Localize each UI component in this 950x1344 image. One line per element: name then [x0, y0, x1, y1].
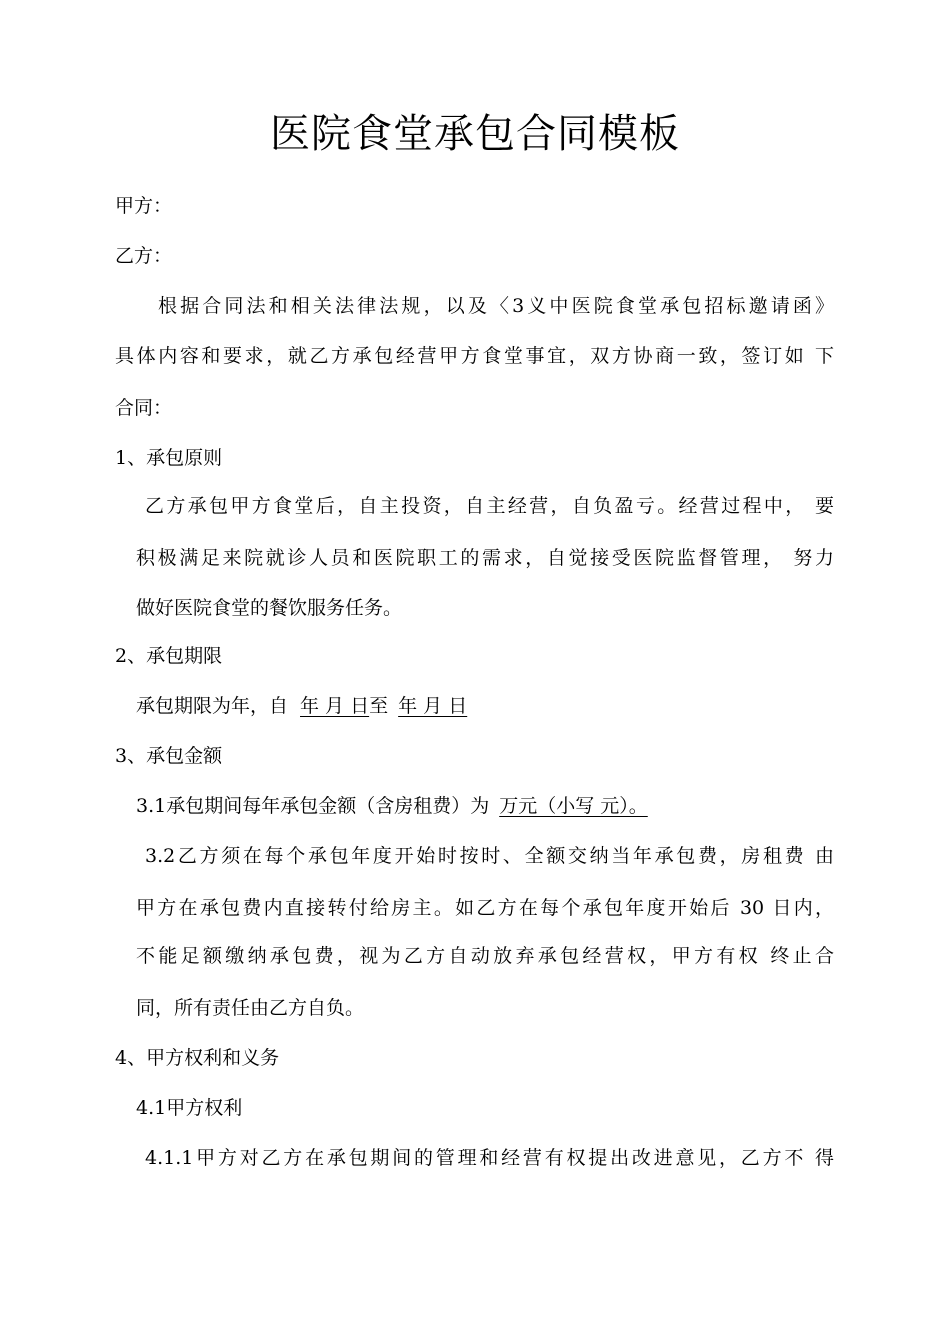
term-prefix: 承包期限为年，自	[136, 695, 289, 717]
section-1-heading: 1、承包原则	[115, 447, 223, 469]
section-4-heading: 4、甲方权利和义务	[115, 1047, 280, 1069]
section-3-heading: 3、承包金额	[115, 745, 223, 767]
item-3-2-line-4: 同，所有责任由乙方自负。	[136, 997, 365, 1019]
item-3-1-text: 3.1承包期间每年承包金额（含房租费）为	[136, 795, 490, 817]
intro-line-3: 合同：	[115, 397, 173, 419]
party-b-label: 乙方：	[115, 245, 173, 267]
item-3-1	[136, 794, 648, 818]
term-to: 至	[369, 695, 389, 717]
item-3-2-line-3: 不能足额缴纳承包费，视为乙方自动放弃承包经营权，甲方有权 终止合	[136, 945, 834, 967]
party-a-label: 甲方：	[115, 195, 173, 217]
section-2-heading: 2、承包期限	[115, 645, 223, 667]
section-4-1-heading: 4.1甲方权利	[136, 1097, 243, 1119]
intro-line-1: 根据合同法和相关法律法规，以及〈3义中医院食堂承包招标邀请函》	[158, 295, 834, 317]
item-3-2-line-2: 甲方在承包费内直接转付给房主。如乙方在每个承包年度开始后 30 日内，	[136, 897, 834, 919]
section-1-line-2: 积极满足来院就诊人员和医院职工的需求，自觉接受医院监督管理， 努力	[136, 547, 834, 569]
term-start-date: 年 月 日	[300, 695, 370, 717]
section-1-line-3: 做好医院食堂的餐饮服务任务。	[136, 597, 403, 619]
item-3-2-line-1: 3.2乙方须在每个承包年度开始时按时、全额交纳当年承包费，房租费 由	[145, 845, 834, 867]
section-2-term	[136, 694, 467, 718]
term-end-date: 年 月 日	[398, 695, 468, 717]
section-1-line-1: 乙方承包甲方食堂后，自主投资，自主经营，自负盈亏。经营过程中， 要	[145, 495, 834, 517]
item-4-1-1-line-1: 4.1.1甲方对乙方在承包期间的管理和经营有权提出改进意见，乙方不 得	[145, 1147, 834, 1169]
document-title: 医院食堂承包合同模板	[270, 111, 680, 157]
intro-line-2: 具体内容和要求，就乙方承包经营甲方食堂事宜，双方协商一致，签订如 下	[115, 345, 834, 367]
item-3-1-amount: 万元（小写 元）。	[499, 795, 648, 817]
